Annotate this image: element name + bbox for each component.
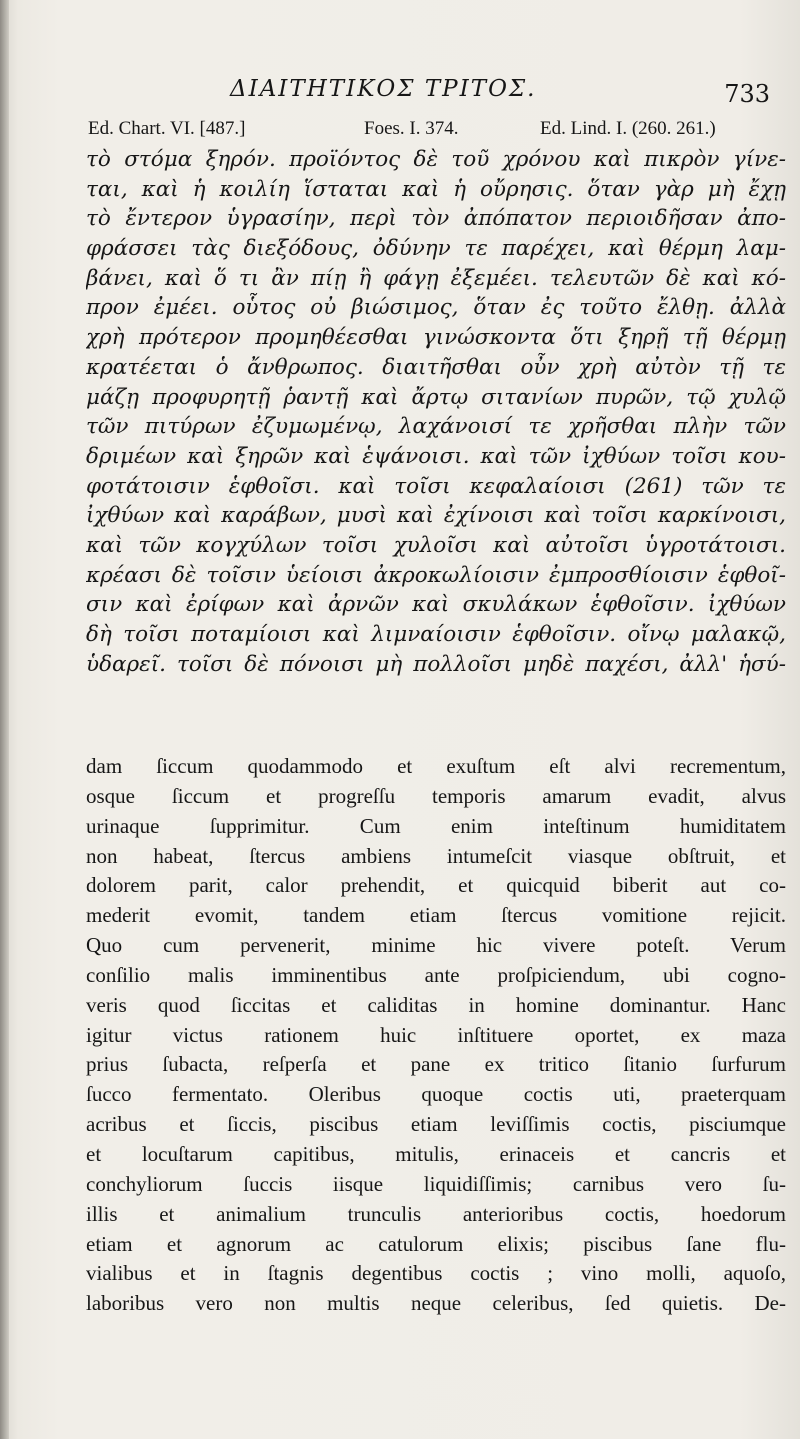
latin-line: dam ſiccum quodammodo et exuſtum eſt alvi recrementum, [86, 754, 786, 778]
edition-foesius: Foes. I. 374. [364, 118, 459, 139]
greek-line: κρατέεται ὁ ἄνθρωπος. διαιτῆσθαι οὖν χρὴ αὐτὸν τῇ τε [86, 354, 786, 380]
latin-line: osque ſiccum et progreſſu temporis amarum evadit, alvus [86, 783, 786, 808]
latin-line: veris quod ſiccitas et caliditas in homine dominantur. Hanc [86, 992, 786, 1017]
greek-line: καὶ τῶν κογχύλων τοῖσι χυλοῖσι καὶ αὐτοῖσι ὑγροτάτοισι. [86, 532, 786, 558]
greek-line: βάνει, καὶ ὅ τι ἂν πίῃ ἢ φάγῃ ἐξεμέει. τελευτῶν δὲ καὶ κό- [86, 265, 786, 291]
latin-line: acribus et ſiccis, piscibus etiam leviſſimis coctis, pisciumque [86, 1112, 786, 1137]
latin-line: conſilio malis imminentibus ante proſpiciendum, ubi cogno- [86, 962, 786, 987]
greek-line: δριμέων καὶ ξηρῶν καὶ ἑψάνοισι. καὶ τῶν ἰχθύων τοῖσι κου- [86, 443, 786, 469]
greek-line: φράσσει τὰς διεξόδους, ὀδύνην τε παρέχει, καὶ θέρμη λαμ- [86, 236, 786, 262]
greek-line: χρὴ πρότερον προμηθέεσθαι γινώσκοντα ὅτι ξηρῇ τῇ θέρμῃ [86, 325, 786, 351]
edition-linden: Ed. Lind. I. (260. 261.) [540, 118, 716, 139]
latin-line: illis et animalium trunculis anterioribus coctis, hoedorum [86, 1201, 786, 1226]
edition-references [88, 118, 778, 146]
greek-line: κρέασι δὲ τοῖσιν ὑείοισι ἀκροκωλίοισιν ἐμπροσθίοισιν ἑφθοῖ- [86, 562, 786, 588]
latin-line: prius ſubacta, reſperſa et pane ex tritico ſitanio ſurfurum [86, 1052, 786, 1077]
latin-line: non habeat, ſtercus ambiens intumeſcit viasque obſtruit, et [86, 843, 786, 868]
latin-line: vialibus et in ſtagnis degentibus coctis ; vino molli, aquoſo, [86, 1261, 786, 1286]
latin-line: etiam et agnorum ac catulorum elixis; piscibus ſane flu- [86, 1231, 786, 1256]
greek-line: τὸ στόμα ξηρόν. προϊόντος δὲ τοῦ χρόνου καὶ πικρὸν γίνε- [86, 147, 786, 172]
greek-line: φοτάτοισιν ἑφθοῖσι. καὶ τοῖσι κεφαλαίοισι (261) τῶν τε [86, 473, 786, 499]
latin-line: et locuſtarum capitibus, mitulis, erinaceis et cancris et [86, 1141, 786, 1166]
page-number: 733 [724, 80, 770, 108]
greek-line: μάζῃ προφυρητῇ ῥαντῇ καὶ ἄρτῳ σιτανίων πυρῶν, τῷ χυλῷ [86, 384, 786, 410]
latin-line: conchyliorum ſuccis iisque liquidiſſimis; carnibus vero ſu- [86, 1171, 786, 1196]
greek-line: δὴ τοῖσι ποταμίοισι καὶ λιμναίοισιν ἑφθοῖσιν. οἴνῳ μαλακῷ, [86, 622, 786, 647]
greek-line: προν ἐμέει. οὗτος οὐ βιώσιμος, ὅταν ἐς τοῦτο ἔλθῃ. ἀλλὰ [86, 295, 786, 321]
latin-line: dolorem parit, calor prehendit, et quicquid biberit aut co- [86, 873, 786, 898]
greek-line: ὑδαρεῖ. τοῖσι δὲ πόνοισι μὴ πολλοῖσι μηδὲ παχέσι, ἀλλ' ἡσύ- [86, 651, 786, 677]
latin-line: mederit evomit, tandem etiam ſtercus vomitione rejicit. [86, 903, 786, 928]
latin-line: Quo cum pervenerit, minime hic vivere poteſt. Verum [86, 933, 786, 958]
latin-line: laboribus vero non multis neque celeribus, ſed quietis. De- [86, 1291, 786, 1316]
latin-line: igitur victus rationem huic inſtituere oportet, ex maza [86, 1022, 786, 1047]
running-head [90, 72, 770, 112]
greek-line: ται, καὶ ἡ κοιλίη ἵσταται καὶ ἡ οὔρησις. ὅταν γὰρ μὴ ἔχῃ [86, 176, 786, 202]
page-edge-shadow [0, 0, 9, 1439]
latin-translation-block [86, 752, 786, 1319]
greek-line: τῶν πιτύρων ἐζυμωμένῳ, λαχάνοισί τε χρῆσθαι πλὴν τῶν [86, 414, 786, 440]
latin-line: urinaque ſupprimitur. Cum enim inteſtinum humiditatem [86, 813, 786, 838]
running-title: ΔΙΑΙΤΗΤΙΚΟΣ ΤΡΙΤΟΣ. [230, 76, 537, 102]
greek-line: σιν καὶ ἐρίφων καὶ ἀρνῶν καὶ σκυλάκων ἑφθοῖσιν. ἰχθύων [86, 592, 786, 618]
greek-line: ἰχθύων καὶ καράβων, μυσὶ καὶ ἐχίνοισι καὶ τοῖσι καρκίνοισι, [86, 503, 786, 529]
greek-line: τὸ ἔντερον ὑγρασίην, περὶ τὸν ἀπόπατον περιοιδῆσαν ἀπο- [86, 206, 786, 232]
edition-chartier: Ed. Chart. VI. [487.] [88, 118, 246, 139]
latin-line: ſucco fermentato. Oleribus quoque coctis uti, praeterquam [86, 1082, 786, 1107]
greek-text-block [86, 145, 786, 679]
